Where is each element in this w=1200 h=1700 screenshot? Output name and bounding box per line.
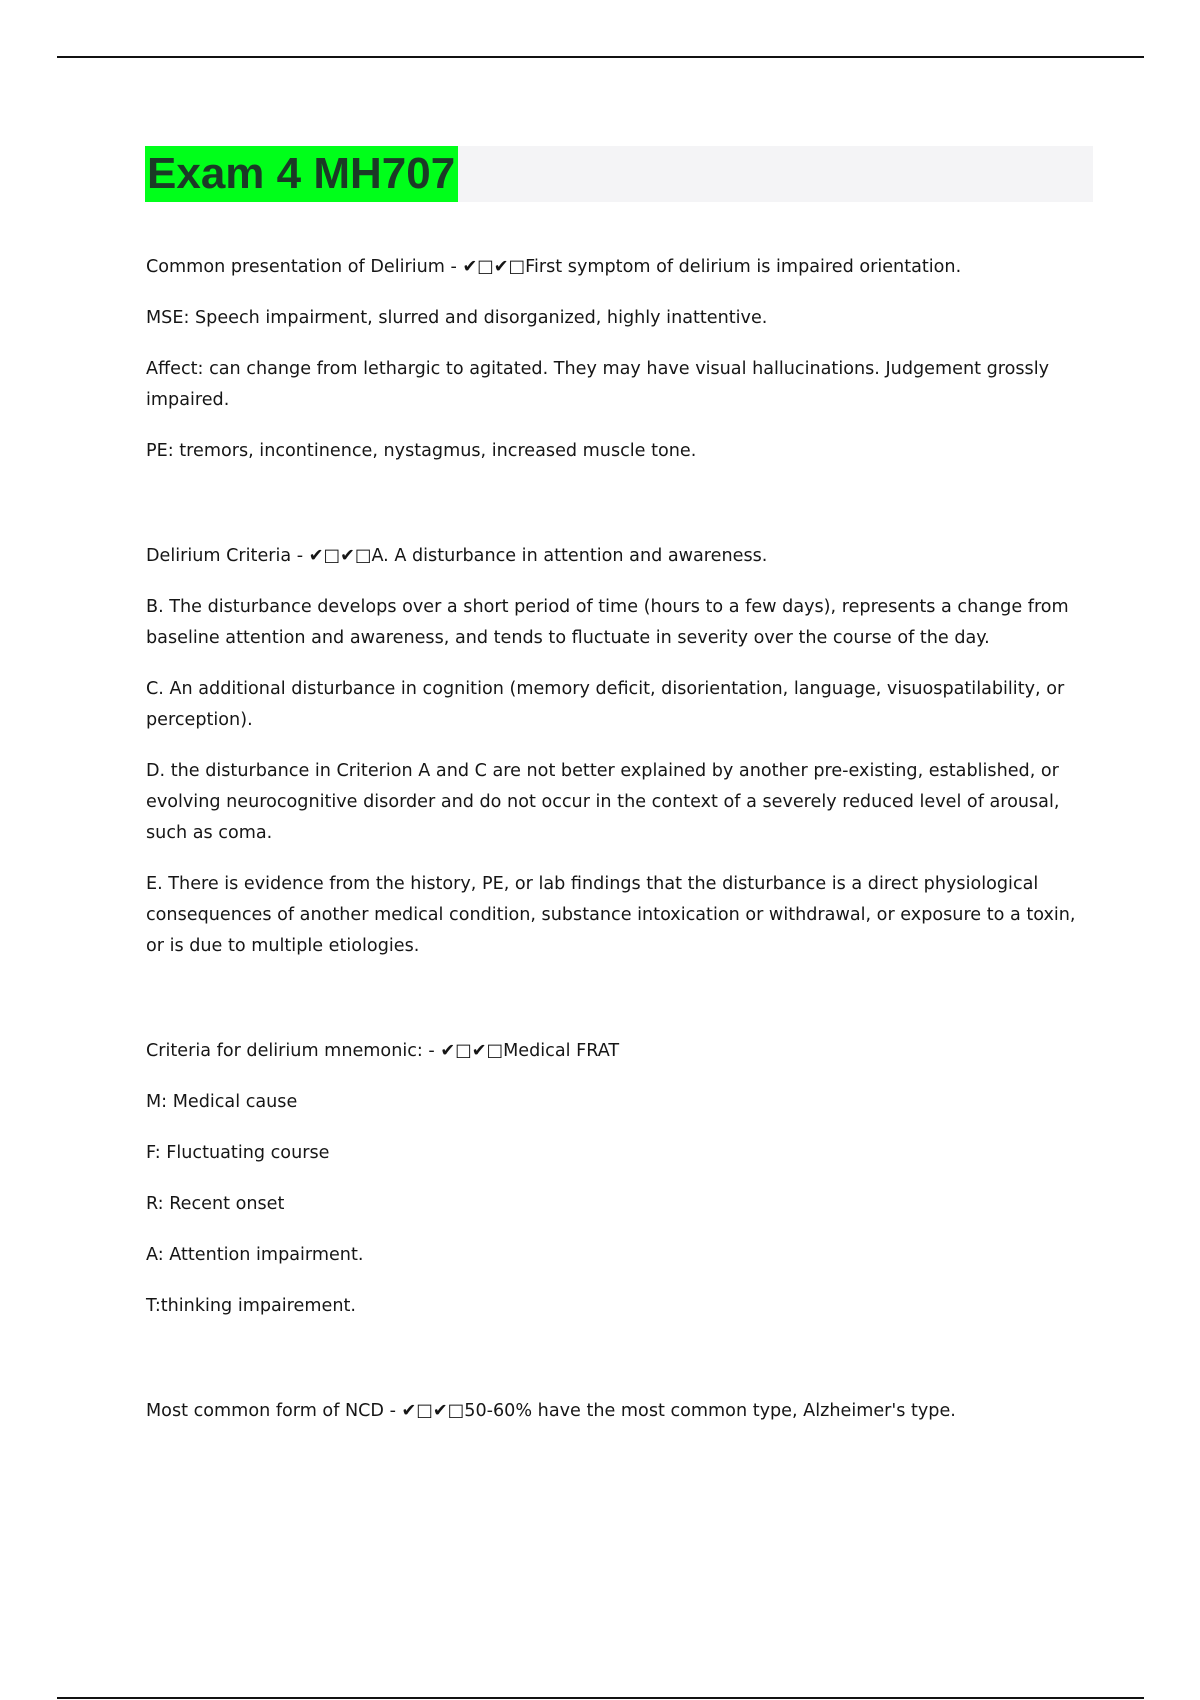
question-line [146, 541, 1091, 572]
question-line [146, 1396, 1091, 1427]
answer-paragraph: PE: tremors, incontinence, nystagmus, increased muscle tone. [146, 441, 697, 461]
check-marker-icon: ✔□✔□ [440, 1041, 504, 1061]
answer-paragraph: B. The disturbance develops over a short period of time (hours to a few days), represents a change from baseline attention and awareness, and tends to fluctuate in severity over the course of the day. [146, 597, 1069, 648]
answer-text: First symptom of delirium is impaired orientation. [525, 257, 962, 277]
answer-paragraph: F: Fluctuating course [146, 1143, 330, 1163]
section-gap [146, 982, 1091, 1036]
check-marker-icon: ✔□✔□ [308, 546, 372, 566]
footer-rule [57, 1697, 1144, 1699]
question-label: Criteria for delirium mnemonic: - [146, 1041, 441, 1061]
section-common-ncd [146, 1396, 1091, 1427]
document-title: Exam 4 MH707 [145, 146, 458, 202]
answer-paragraph: MSE: Speech impairment, slurred and disorganized, highly inattentive. [146, 308, 768, 328]
answer-paragraph: C. An additional disturbance in cognition (memory deficit, disorientation, language, visuospatilability, or perception). [146, 679, 1065, 730]
answer-paragraph: E. There is evidence from the history, PE, or lab findings that the disturbance is a direct physiological consequences of another medical condition, substance intoxication or withdrawal, or exposure to a toxin, or is due to multiple etiologies. [146, 874, 1076, 956]
question-line [146, 1036, 1091, 1067]
answer-text: Medical FRAT [503, 1041, 620, 1061]
answer-paragraph: R: Recent onset [146, 1194, 285, 1214]
check-marker-icon: ✔□✔□ [462, 257, 526, 277]
document-body [146, 252, 1091, 1447]
header-rule [57, 56, 1144, 58]
section-gap [146, 487, 1091, 541]
question-label: Most common form of NCD - [146, 1401, 402, 1421]
section-delirium-presentation [146, 252, 1091, 467]
question-label: Delirium Criteria - [146, 546, 309, 566]
answer-paragraph: D. the disturbance in Criterion A and C are not better explained by another pre-existing, established, or evolving neurocognitive disorder and do not occur in the context of a severely reduced level of arousal, such as coma. [146, 761, 1060, 843]
answer-paragraph: M: Medical cause [146, 1092, 298, 1112]
answer-text: A. A disturbance in attention and awareness. [371, 546, 768, 566]
answer-paragraph: Affect: can change from lethargic to agitated. They may have visual hallucinations. Judgement grossly impaired. [146, 359, 1049, 410]
section-gap [146, 1342, 1091, 1396]
section-delirium-criteria [146, 541, 1091, 962]
section-delirium-mnemonic [146, 1036, 1091, 1322]
question-line [146, 252, 1091, 283]
answer-paragraph: A: Attention impairment. [146, 1245, 364, 1265]
answer-text: 50-60% have the most common type, Alzheimer's type. [464, 1401, 956, 1421]
answer-paragraph: T:thinking impairement. [146, 1296, 356, 1316]
check-marker-icon: ✔□✔□ [401, 1401, 465, 1421]
question-label: Common presentation of Delirium - [146, 257, 463, 277]
